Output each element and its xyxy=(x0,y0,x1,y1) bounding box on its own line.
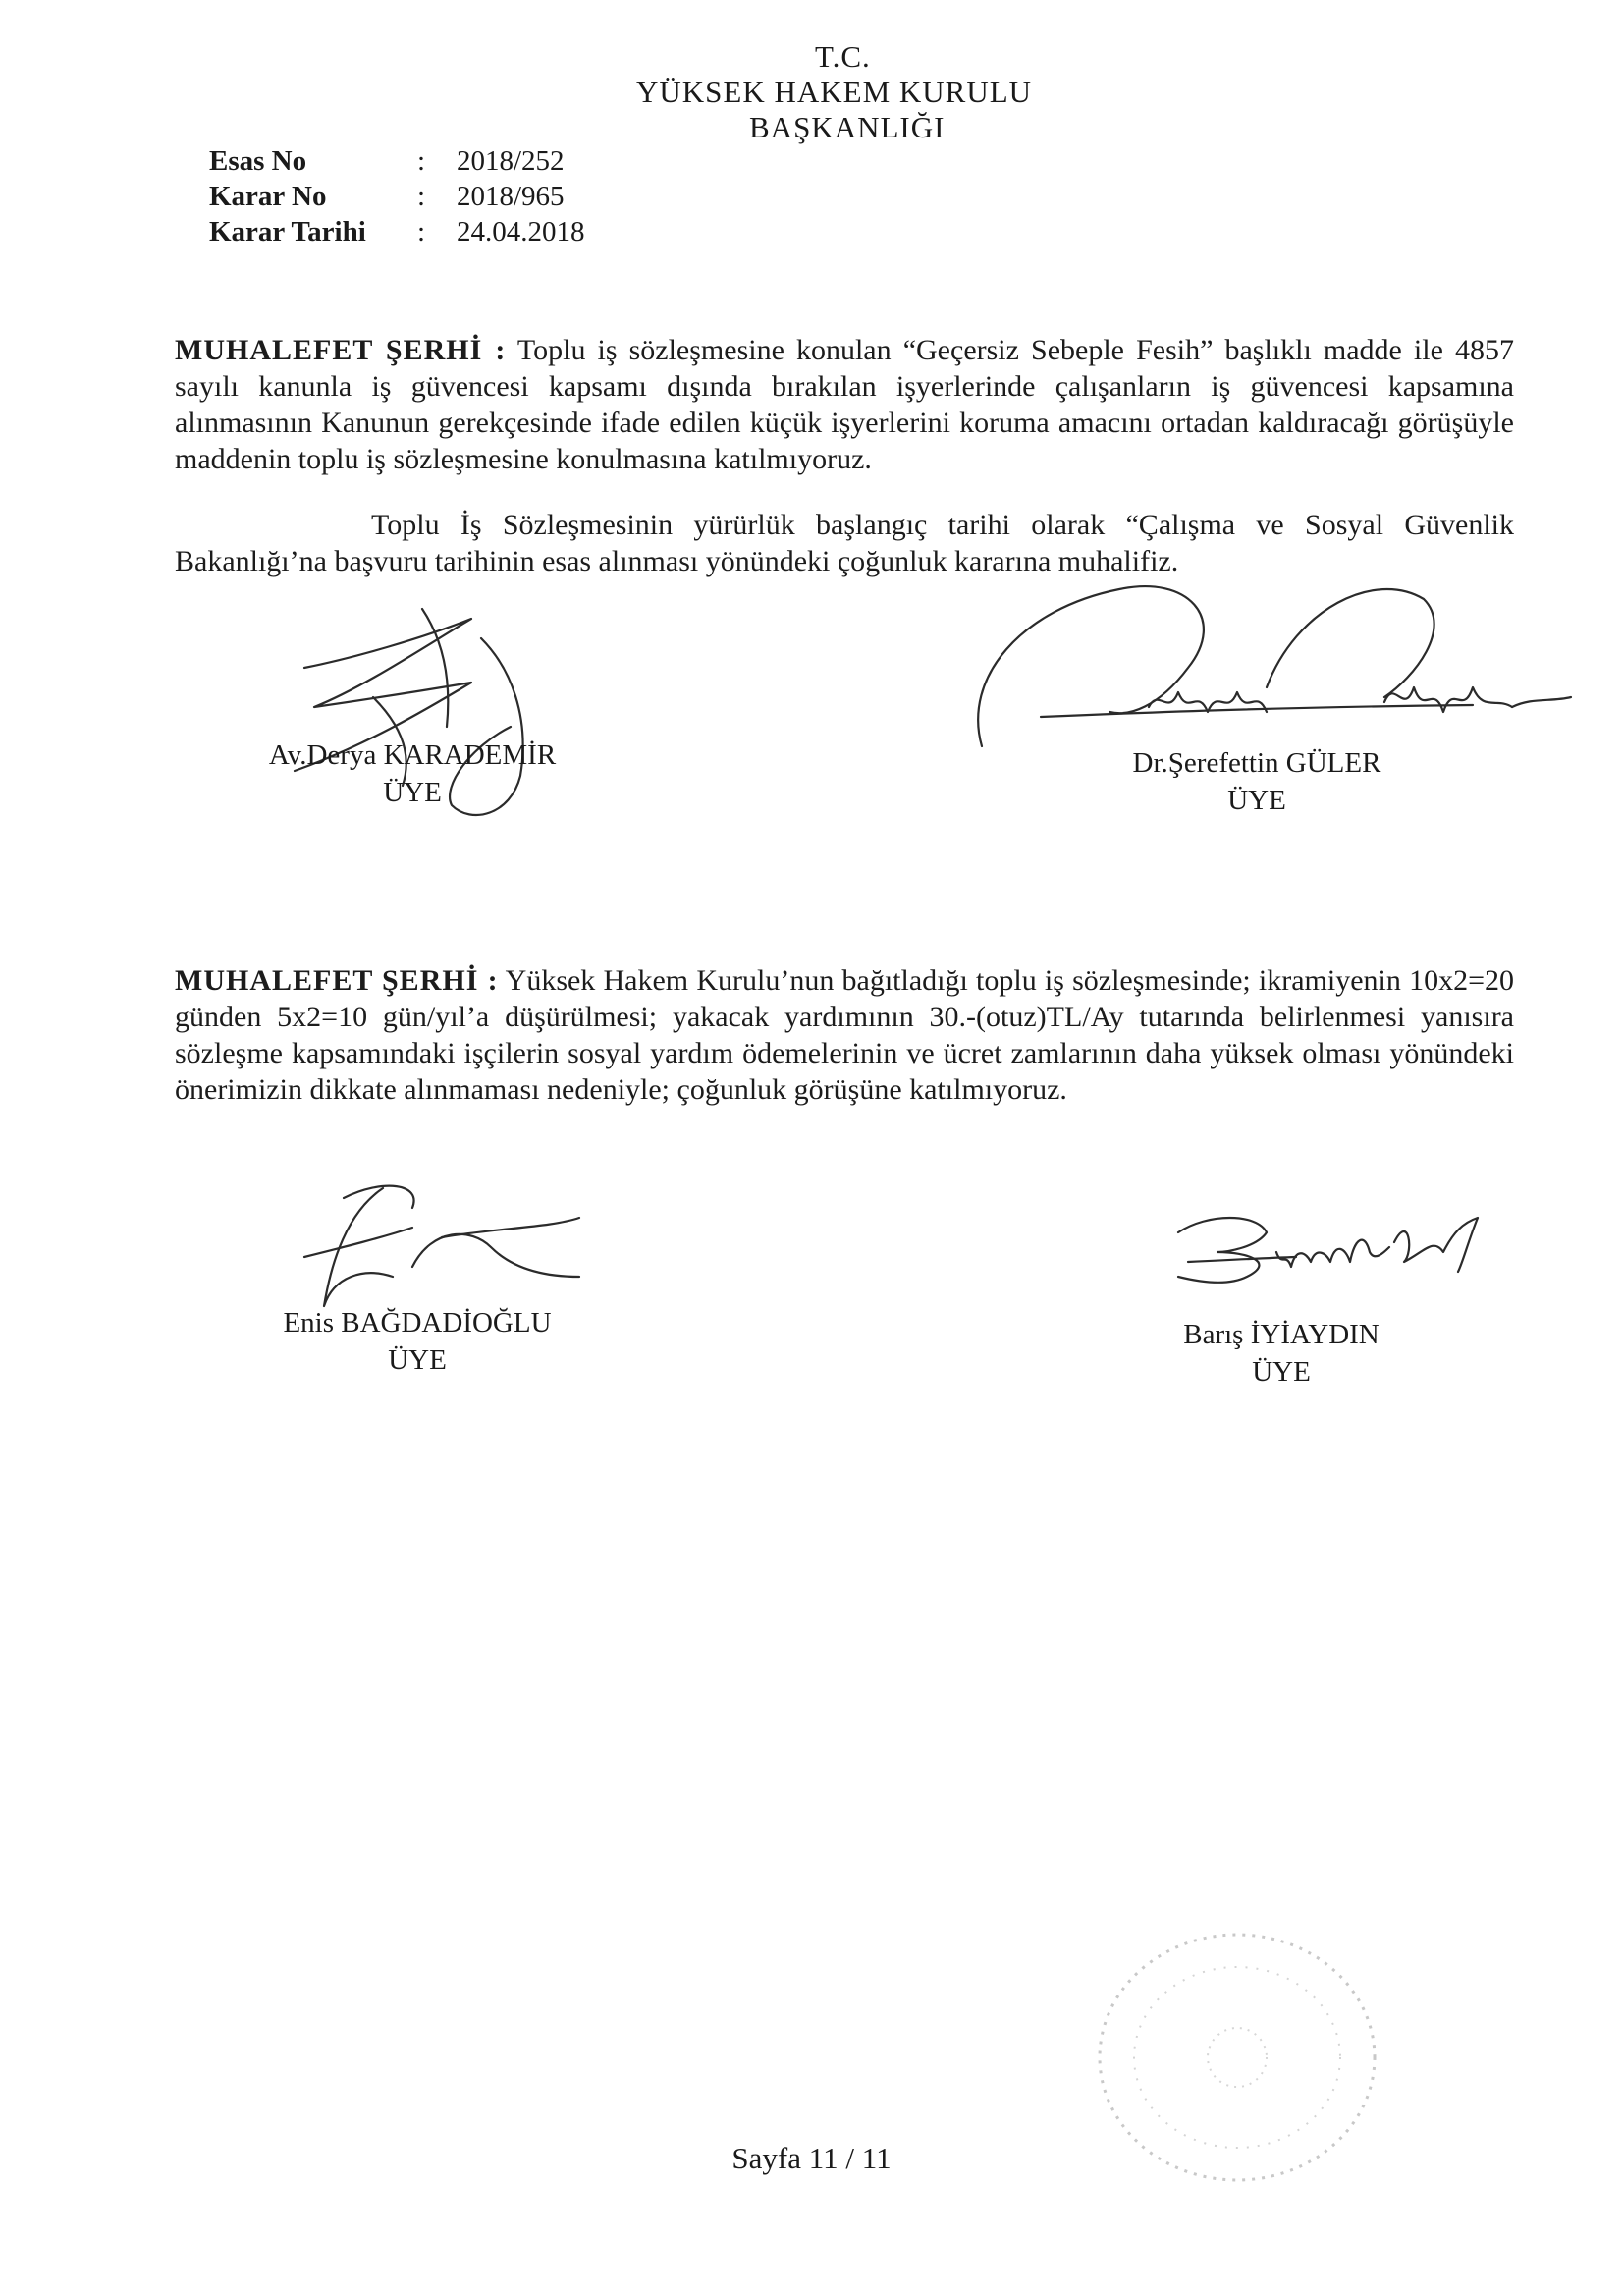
signer-name: Barış İYİAYDIN xyxy=(1183,1319,1380,1350)
meta-label: Karar Tarihi xyxy=(209,216,366,247)
signer-3-block xyxy=(221,1304,614,1379)
dissent-2-body: Yüksek Hakem Kurulu’nun bağıtladığı toplu iş sözleşmesinde; ikramiyenin 10x2=20 günden 5x2=10 gün/yıl’a düşürülmesi; yakacak yardımının 30.-(otuz)TL/Ay tutarında belirlenmesi yanısıra sözleşme kapsamındaki işçilerin sosyal yardım ödemelerinin ve ücret zamlarının daha yüksek olması yönündeki önerimizin dikkate alınmaması nedeniyle; çoğunluk görüşüne katılmıyoruz. xyxy=(175,964,1514,1106)
meta-value: 2018/252 xyxy=(457,145,565,177)
header-presidency: BAŞKANLIĞI xyxy=(749,110,946,144)
page-number: Sayfa 11 / 11 xyxy=(731,2141,892,2175)
dissent-1-body: Toplu iş sözleşmesine konulan “Geçersiz Sebeple Fesih” başlıklı madde ile 4857 sayılı kanunla iş güvencesi kapsamı dışında bırakılan işyerlerinde çalışanların iş güvencesi kapsamına alınmasının Kanunun gerekçesinde ifade edilen küçük işyerlerini koruma amacını ortadan kaldıracağı görüşüyle maddenin toplu iş sözleşmesine konulmasına katılmıyoruz. xyxy=(175,334,1514,475)
meta-row-esas: Esas No : 2018/252 xyxy=(209,145,565,177)
signer-4-block xyxy=(1085,1316,1478,1391)
signer-name: Dr.Şerefettin GÜLER xyxy=(1132,747,1381,779)
dissent-1-title: MUHALEFET ŞERHİ : xyxy=(175,334,507,366)
header-institution: YÜKSEK HAKEM KURULU xyxy=(636,75,1033,109)
case-metadata xyxy=(209,145,700,263)
signer-role: ÜYE xyxy=(1252,1356,1311,1388)
signer-role: ÜYE xyxy=(1227,785,1286,816)
dissent-2 xyxy=(175,962,1514,1108)
dissent-1 xyxy=(175,332,1514,477)
signature-guler xyxy=(962,530,1591,766)
dissent-2-title: MUHALEFET ŞERHİ : xyxy=(175,964,499,997)
signer-role: ÜYE xyxy=(383,777,442,808)
signer-1-block xyxy=(216,737,609,811)
signer-2-block xyxy=(1060,744,1453,819)
signer-name: Av.Derya KARADEMİR xyxy=(268,739,557,771)
dissent-1-body-2: Toplu İş Sözleşmesinin yürürlük başlangıç tarihi olarak “Çalışma ve Sosyal Güvenlik Bakanlığı’na başvuru tarihinin esas alınması yönündeki çoğunluk kararına muhalifiz. xyxy=(175,509,1514,577)
meta-label: Karar No xyxy=(209,181,327,212)
meta-value: 2018/965 xyxy=(457,181,565,212)
meta-label: Esas No xyxy=(209,145,307,177)
header-tc: T.C. xyxy=(815,39,871,74)
meta-row-karar-tarihi: Karar Tarihi : 24.04.2018 xyxy=(209,216,585,247)
meta-value: 24.04.2018 xyxy=(457,216,585,247)
signer-role: ÜYE xyxy=(388,1344,447,1376)
meta-row-karar: Karar No : 2018/965 xyxy=(209,181,565,212)
signer-name: Enis BAĞDADİOĞLU xyxy=(283,1307,552,1339)
signature-iyiaydin xyxy=(1168,1193,1492,1301)
